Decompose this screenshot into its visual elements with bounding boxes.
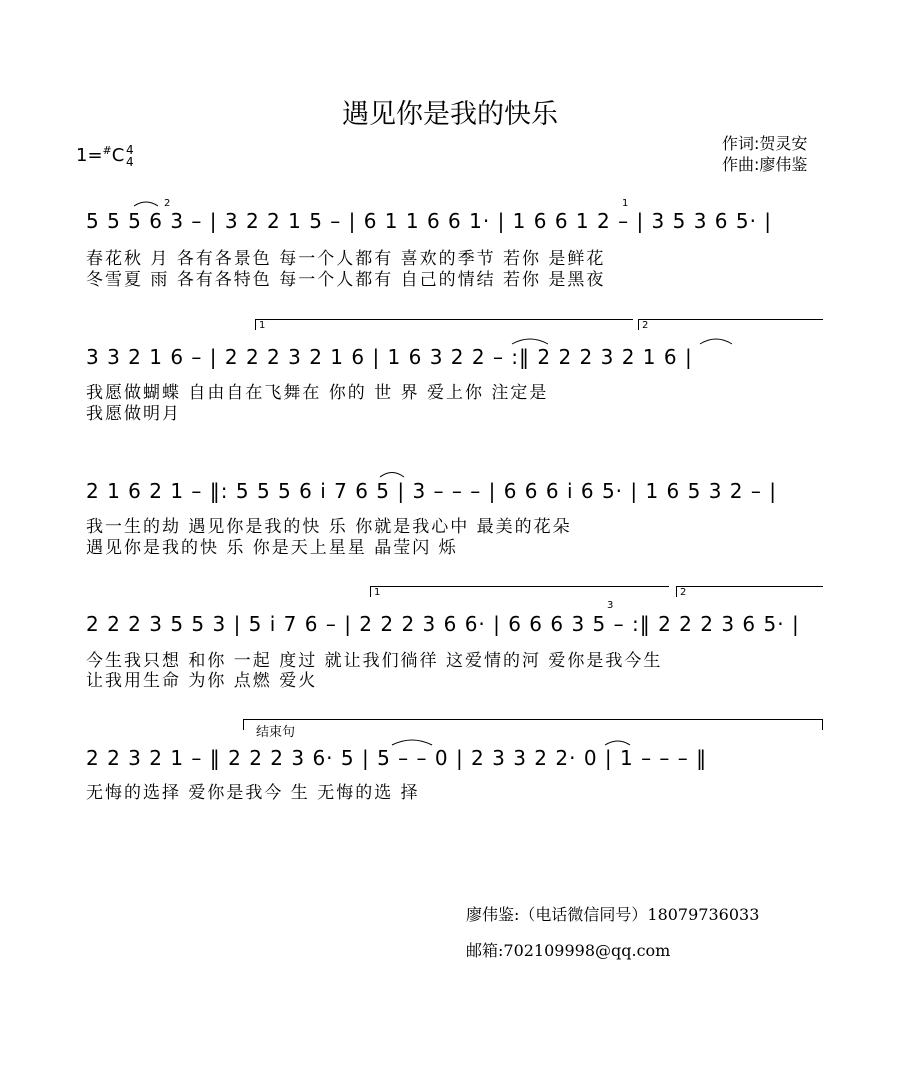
lyric-line-1-verse-2: 冬雪夏 雨 各有各特色 每一个人都有 自己的情结 若你 是黑夜 (86, 270, 606, 290)
lyric-line-3-verse-2: 遇见你是我的快 乐 你是天上星星 晶莹闪 烁 (86, 538, 458, 558)
slur-mark (392, 740, 432, 745)
volta-label: 2 (642, 320, 649, 331)
lyricist-credit: 作词:贺灵安 (722, 134, 808, 153)
lyric-line-2-verse-2: 我愿做明月 (86, 404, 181, 424)
notation-line-2: 3 3 2 1 6 – | 2 2 2 3 2 1 6 | 1 6 3 2 2 – :‖ 2 2 2 3 2 1 6 | (86, 345, 693, 369)
composer-credit: 作曲:廖伟鉴 (722, 155, 808, 174)
key-prefix: 1= (76, 145, 103, 166)
slur-mark (605, 741, 630, 745)
song-title: 遇见你是我的快乐 (342, 99, 558, 130)
volta-label: 1 (259, 320, 266, 331)
slur-mark (512, 339, 548, 344)
notation-line-3: 2 1 6 2 1 – ‖: 5 5 5 6 i 7 6 5 | 3 – – – | 6 6 6 i 6 5· | 1 6 5 3 2 – | (86, 479, 777, 503)
lyric-line-4-verse-2: 让我用生命 为你 点燃 爱火 (86, 671, 318, 691)
key-note: C (111, 145, 125, 166)
notation-line-4: 2 2 2 3 5 5 3 | 5 i 7 6 – | 2 2 2 3 6 6· | 6 6 6 3 5 – :‖ 2 2 2 3 6 5· | (86, 612, 800, 636)
key-accidental: # (102, 144, 112, 157)
lyric-line-2-verse-1: 我愿做蝴蝶 自由自在飞舞在 你的 世 界 爱上你 注定是 (86, 383, 549, 403)
slur-mark (700, 339, 732, 344)
time-sig-bottom: 4 (126, 155, 134, 169)
grace-note: 2 (164, 198, 171, 209)
ending-label: 结束句 (256, 725, 296, 740)
volta-label: 2 (680, 587, 687, 598)
slur-mark (134, 202, 158, 206)
time-sig-top: 4 (126, 143, 134, 157)
contact-phone: 廖伟鉴:（电话微信同号）18079736033 (466, 905, 760, 924)
notation-line-5: 2 2 3 2 1 – ‖ 2 2 2 3 6· 5 | 5 – – 0 | 2 3 3 2 2· 0 | 1 – – – ‖ (86, 746, 708, 770)
volta-label: 1 (374, 587, 381, 598)
notation-line-1: 5 5 5 6 3 – | 3 2 2 1 5 – | 6 1 1 6 6 1· | 1 6 6 1 2 – | 3 5 3 6 5· | (86, 209, 773, 233)
lyric-line-4-verse-1: 今生我只想 和你 一起 度过 就让我们徜徉 这爱情的河 爱你是我今生 (86, 651, 663, 671)
lyric-line-1-verse-1: 春花秋 月 各有各景色 每一个人都有 喜欢的季节 若你 是鲜花 (86, 249, 606, 269)
grace-note: 3 (607, 600, 614, 611)
slur-mark (380, 473, 404, 478)
lyric-line-5-verse-1: 无悔的选择 爱你是我今 生 无悔的选 择 (86, 783, 420, 803)
contact-email: 邮箱:702109998@qq.com (466, 941, 671, 960)
lyric-line-3-verse-1: 我一生的劫 遇见你是我的快 乐 你就是我心中 最美的花朵 (86, 517, 572, 537)
grace-note: 1 (622, 198, 629, 209)
